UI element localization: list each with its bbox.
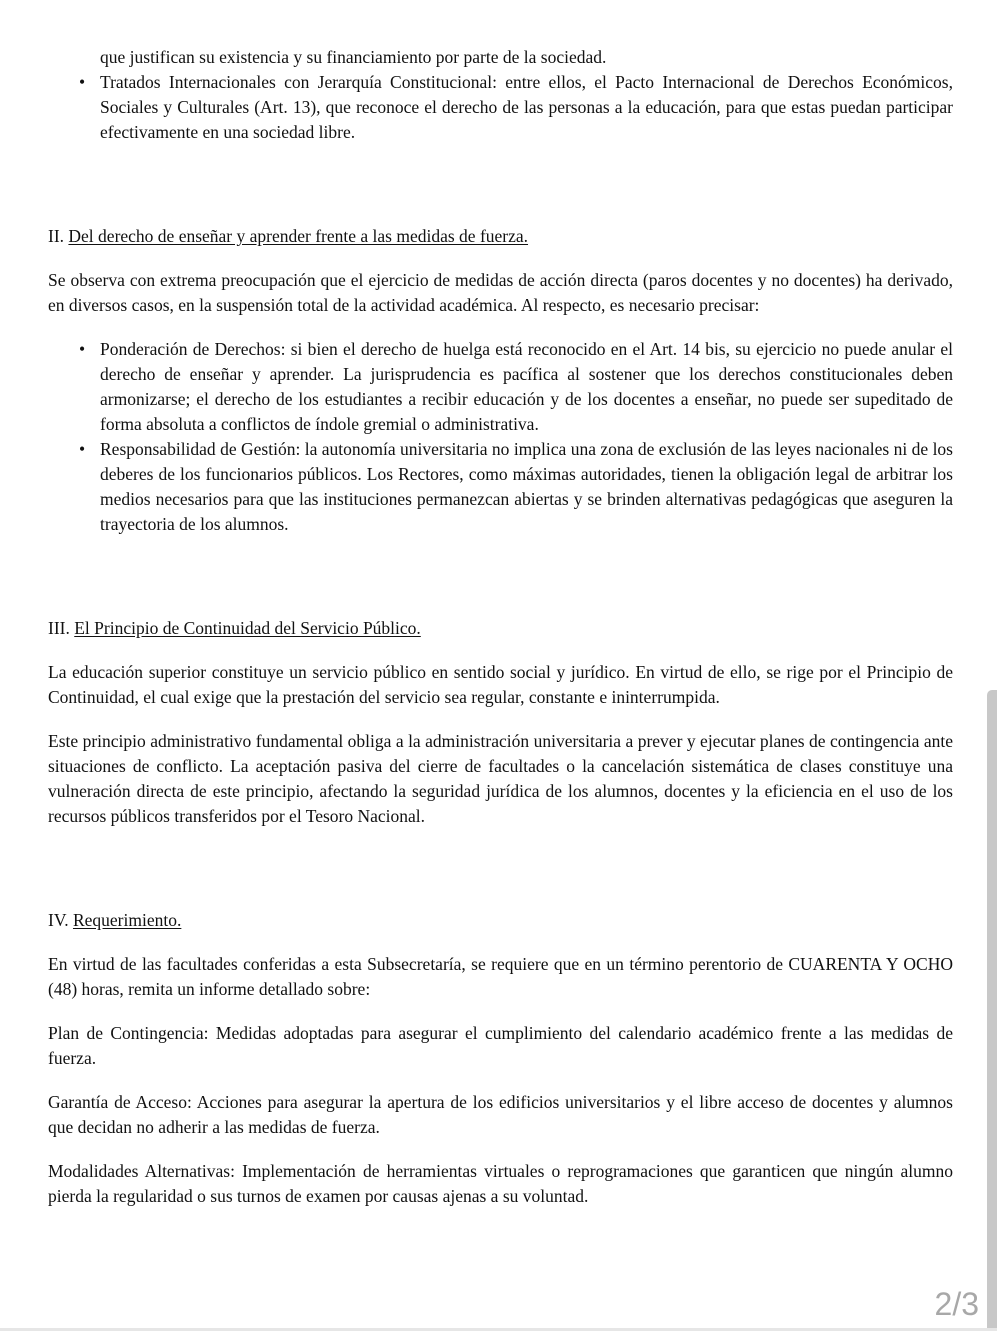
section-title: El Principio de Continuidad del Servicio Público. [74,618,421,638]
section-ii-paragraph: Se observa con extrema preocupación que el ejercicio de medidas de acción directa (paros docentes y no docentes) ha derivado, en diversos casos, en la suspensión total de la actividad académica. Al respecto, es necesario precisar: [48,270,953,315]
section-iv-paragraph: Plan de Contingencia: Medidas adoptadas para asegurar el cumplimiento del calendario académico frente a las medidas de fuerza. [48,1023,953,1068]
bullet-icon: • [79,339,86,359]
section-number: IV. [48,910,69,930]
scrollbar[interactable] [987,690,997,1331]
section-iv-paragraph: Modalidades Alternativas: Implementación de herramientas virtuales o reprogramaciones que garanticen que ningún alumno pierda la regularidad o sus turnos de examen por causas ajenas a su voluntad. [48,1161,953,1206]
section-heading-ii [48,224,953,249]
list-item [48,337,953,437]
section-number: III. [48,618,70,638]
section-iii-paragraph: Este principio administrativo fundamental obliga a la administración universitaria a prever y ejecutar planes de contingencia ante situaciones de conflicto. La aceptación pasiva del cierre de facultades o la cancelación sistemática de clases constituye una vulneración directa de este principio, afectando la seguridad jurídica de los alumnos, docentes y la eficiencia en el uso de los recursos públicos transferidos por el Tesoro Nacional. [48,731,953,826]
bullet-text: Tratados Internacionales con Jerarquía Constitucional: entre ellos, el Pacto Internacional de Derechos Económicos, Sociales y Culturales (Art. 13), que reconoce el derecho de las personas a la educación, para que estas puedan participar efectivamente en una sociedad libre. [100,72,953,142]
bullet-icon: • [79,72,86,92]
section-heading-iv [48,908,953,933]
section-iv-paragraph: Garantía de Acceso: Acciones para asegurar la apertura de los edificios universitarios y el libre acceso de docentes y alumnos que decidan no adherir a las medidas de fuerza. [48,1092,953,1137]
section-iv-paragraph: En virtud de las facultades conferidas a esta Subsecretaría, se requiere que en un término perentorio de CUARENTA Y OCHO (48) horas, remita un informe detallado sobre: [48,954,953,999]
section-iii-paragraph: La educación superior constituye un servicio público en sentido social y jurídico. En virtud de ello, se rige por el Principio de Continuidad, el cual exige que la prestación del servicio sea regular, constante e ininterrumpida. [48,662,953,707]
section-ii-bullet-list [48,337,953,537]
document-page [48,45,953,1209]
list-item [48,437,953,537]
intro-continuation: que justifican su existencia y su financiamiento por parte de la sociedad. [100,47,607,67]
bullet-text: Responsabilidad de Gestión: la autonomía universitaria no implica una zona de exclusión de las leyes nacionales ni de los deberes de los funcionarios públicos. Los Rectores, como máximas autoridades, tienen la obligación legal de arbitrar los medios necesarios para que las instituciones permanezcan abiertas y se brinden alternativas pedagógicas que aseguren la trayectoria de los alumnos. [100,439,953,534]
bullet-text: Ponderación de Derechos: si bien el derecho de huelga está reconocido en el Art. 14 bis, su ejercicio no puede anular el derecho de enseñar y aprender. La jurisprudencia es pacífica al sostener que los derechos constitucionales deben armonizarse; el derecho de los estudiantes a recibir educación y de los docentes a enseñar, no puede ser supeditado de forma absoluta a conflictos de índole gremial o administrativa. [100,339,953,434]
section-title: Requerimiento. [72,910,182,930]
section-number: II. [48,226,65,246]
bullet-icon: • [79,439,86,459]
page-indicator: 2/3 [934,1286,979,1322]
list-item [48,70,953,145]
intro-bullet-list [48,70,953,145]
section-heading-iii [48,616,953,641]
section-title: Del derecho de enseñar y aprender frente a las medidas de fuerza. [68,226,529,246]
